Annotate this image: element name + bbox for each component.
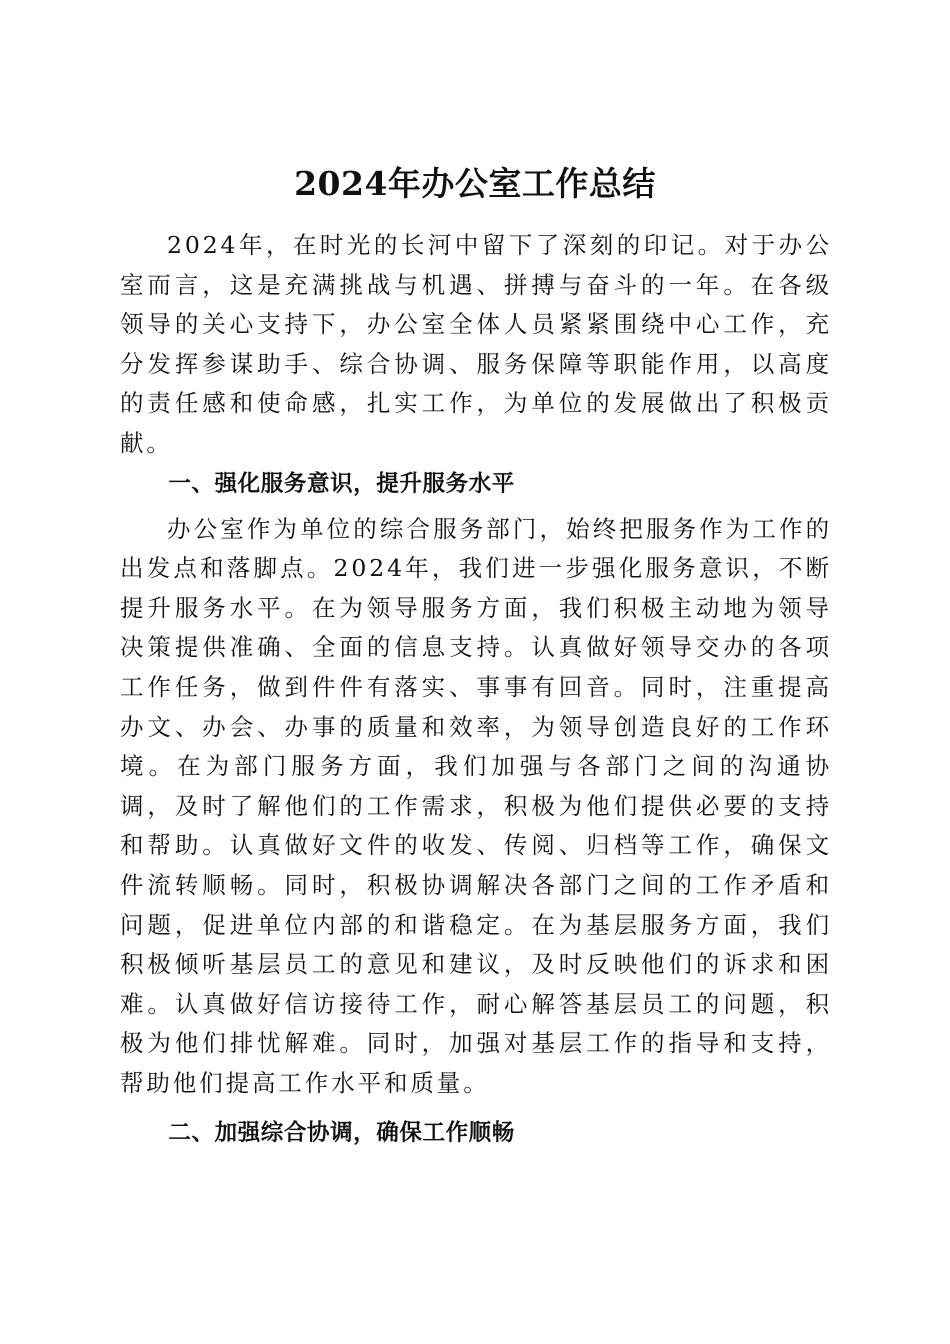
document-body xyxy=(120,226,832,1153)
intro-paragraph: 2024年，在时光的长河中留下了深刻的印记。对于办公室而言，这是充满挑战与机遇、拼搏与奋斗的一年。在各级领导的关心支持下，办公室全体人员紧紧围绕中心工作，充分发挥参谋助手、综合协调、服务保障等职能作用，以高度的责任感和使命感，扎实工作，为单位的发展做出了积极贡献。 xyxy=(120,231,832,457)
section-1-heading: 一、强化服务意识，提升服务水平 xyxy=(168,470,515,497)
section-1-paragraph: 办公室作为单位的综合服务部门，始终把服务作为工作的出发点和落脚点。2024年，我们进一步强化服务意识，不断提升服务水平。在为领导服务方面，我们积极主动地为领导决策提供准确、全面的信息支持。认真做好领导交办的各项工作任务，做到件件有落实、事事有回音。同时，注重提高办文、办会、办事的质量和效率，为领导创造良好的工作环境。在为部门服务方面，我们加强与各部门之间的沟通协调，及时了解他们的工作需求，积极为他们提供必要的支持和帮助。认真做好文件的收发、传阅、归档等工作，确保文件流转顺畅。同时，积极协调解决各部门之间的工作矛盾和问题，促进单位内部的和谐稳定。在为基层服务方面，我们积极倾听基层员工的意见和建议，及时反映他们的诉求和困难。认真做好信访接待工作，耐心解答基层员工的问题，积极为他们排忧解难。同时，加强对基层工作的指导和支持，帮助他们提高工作水平和质量。 xyxy=(120,514,832,1097)
section-2-heading: 二、加强综合协调，确保工作顺畅 xyxy=(168,1120,515,1147)
document-title: 2024年办公室工作总结 xyxy=(294,164,656,204)
